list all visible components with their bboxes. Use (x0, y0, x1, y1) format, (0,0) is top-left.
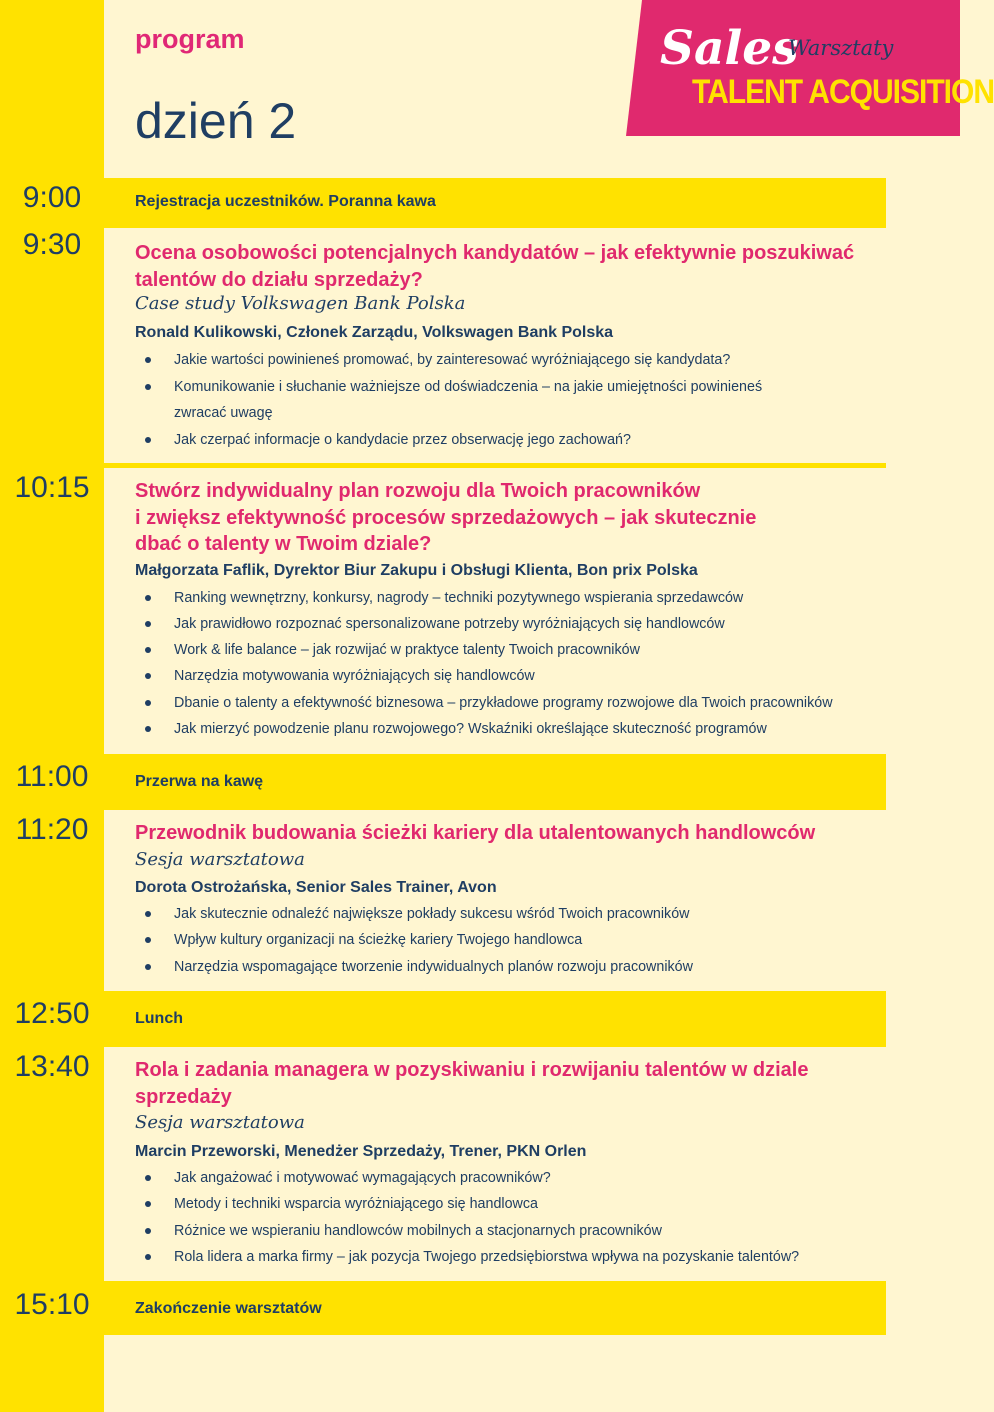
bullet-dot-icon (145, 937, 151, 943)
logo-talent-text: TALENT ACQUISITION (692, 73, 994, 112)
session-title-line: sprzedaży (135, 1085, 232, 1108)
bullet-dot-icon (145, 357, 151, 363)
bullet-item (174, 430, 894, 450)
bullet-dot-icon (145, 1201, 151, 1207)
bullet-dot-icon (145, 1254, 151, 1260)
session-title-line: Rola i zadania managera w pozyskiwaniu i rozwijaniu talentów w dziale (135, 1059, 809, 1081)
bullet-dot-icon (145, 700, 151, 706)
bullet-text: Rola lidera a marka firmy – jak pozycja Twojego przedsiębiorstwa wpływa na pozyskanie talentów? (174, 1249, 800, 1265)
bullet-text: Wpływ kultury organizacji na ścieżkę kariery Twojego handlowca (174, 932, 583, 948)
bullet-dot-icon (145, 964, 151, 970)
bullet-text: Ranking wewnętrzny, konkursy, nagrody – techniki pozytywnego wspierania sprzedawców (174, 590, 744, 606)
bullet-dot-icon (145, 384, 151, 390)
logo-warsztaty-text: Warsztaty (788, 36, 894, 60)
bullet-item (174, 719, 894, 739)
session-title-line: i zwiększ efektywność procesów sprzedażowych – jak skutecznie (135, 506, 757, 529)
bullet-text: Metody i techniki wsparcia wyróżniającego się handlowca (174, 1196, 538, 1212)
bullet-continuation (174, 403, 894, 423)
speaker: Marcin Przeworski, Menedżer Sprzedaży, Trener, PKN Orlen (135, 1143, 587, 1160)
session-title-line: Przewodnik budowania ścieżki kariery dla utalentowanych handlowców (135, 822, 816, 844)
session-title (135, 478, 895, 558)
bullet-dot-icon (145, 673, 151, 679)
time-label: 10:15 (14, 471, 90, 504)
session-title (135, 240, 895, 293)
bullet-dot-icon (145, 621, 151, 627)
bullet-dot-icon (145, 437, 151, 443)
speaker: Małgorzata Faflik, Dyrektor Biur Zakupu i Obsługi Klienta, Bon prix Polska (135, 562, 698, 579)
time-label: 15:10 (14, 1288, 90, 1321)
session-subtitle: Sesja warsztatowa (135, 1112, 305, 1133)
bullet-item (174, 666, 894, 686)
day-title: dzień 2 (135, 93, 297, 149)
session-subtitle: Case study Volkswagen Bank Polska (135, 293, 466, 314)
bullet-dot-icon (145, 911, 151, 917)
bullet-item (174, 693, 894, 713)
bullet-text: Jak angażować i motywować wymagających pracowników? (174, 1170, 551, 1186)
session-title-line: Ocena osobowości potencjalnych kandydatów – jak efektywnie poszukiwać (135, 242, 855, 264)
band-text: Przerwa na kawę (135, 773, 264, 790)
bullet-text: Narzędzia wspomagające tworzenie indywidualnych planów rozwoju pracowników (174, 959, 693, 975)
bullet-dot-icon (145, 1175, 151, 1181)
bullet-item (174, 350, 894, 370)
bullet-item (174, 1221, 894, 1241)
bullet-item (174, 640, 894, 660)
bullet-item (174, 377, 894, 397)
bullet-text: Jak mierzyć powodzenie planu rozwojowego? Wskaźniki określające skuteczność programów (174, 721, 767, 737)
time-label: 11:00 (15, 760, 89, 793)
time-label: 9:00 (22, 181, 82, 214)
bullet-item (174, 930, 894, 950)
bullet-text: Work & life balance – jak rozwijać w praktyce talenty Twoich pracowników (174, 642, 640, 658)
band-text: Zakończenie warsztatów (135, 1300, 322, 1317)
bullet-item (174, 1194, 894, 1214)
session-subtitle: Sesja warsztatowa (135, 849, 305, 870)
band-text: Lunch (135, 1010, 183, 1027)
time-label: 11:20 (15, 813, 89, 846)
bullet-text: Jak czerpać informacje o kandydacie przez obserwację jego zachowań? (174, 432, 631, 448)
bullet-text: Narzędzia motywowania wyróżniających się handlowców (174, 668, 535, 684)
bullet-dot-icon (145, 726, 151, 732)
bullet-dot-icon (145, 595, 151, 601)
section-divider (104, 463, 886, 468)
logo-sales-text: Sales (660, 21, 799, 76)
bullet-item (174, 614, 894, 634)
session-title (135, 1057, 895, 1110)
bullet-item (174, 957, 894, 977)
session-title (135, 820, 895, 847)
session-title-line: Stwórz indywidualny plan rozwoju dla Twoich pracowników (135, 480, 701, 502)
bullet-dot-icon (145, 1228, 151, 1234)
time-label: 13:40 (14, 1050, 90, 1083)
bullet-text: Jak prawidłowo rozpoznać spersonalizowane potrzeby wyróżniających się handlowców (174, 616, 725, 632)
bullet-item (174, 588, 894, 608)
band-text: Rejestracja uczestników. Poranna kawa (135, 193, 436, 210)
bullet-text: Jakie wartości powinieneś promować, by zainteresować wyróżniającego się kandydata? (174, 352, 731, 368)
session-title-line: talentów do działu sprzedaży? (135, 268, 423, 291)
bullet-item (174, 1247, 894, 1267)
bullet-text: zwracać uwagę (174, 405, 273, 421)
bullet-text: Komunikowanie i słuchanie ważniejsze od doświadczenia – na jakie umiejętności powinieneś (174, 379, 763, 395)
bullet-dot-icon (145, 647, 151, 653)
bullet-text: Różnice we wspieraniu handlowców mobilnych a stacjonarnych pracowników (174, 1223, 662, 1239)
speaker: Ronald Kulikowski, Członek Zarządu, Volkswagen Bank Polska (135, 324, 614, 341)
bullet-item (174, 1168, 894, 1188)
time-label: 12:50 (14, 997, 90, 1030)
bullet-text: Jak skutecznie odnaleźć największe pokłady sukcesu wśród Twoich pracowników (174, 906, 690, 922)
program-label: program (135, 24, 245, 54)
session-title-line: dbać o talenty w Twoim dziale? (135, 533, 432, 555)
agenda-band (104, 991, 886, 1047)
time-label: 9:30 (22, 228, 82, 261)
speaker: Dorota Ostrożańska, Senior Sales Trainer, Avon (135, 879, 497, 896)
bullet-item (174, 904, 894, 924)
bullet-text: Dbanie o talenty a efektywność biznesowa – przykładowe programy rozwojowe dla Twoich pracowników (174, 695, 833, 711)
